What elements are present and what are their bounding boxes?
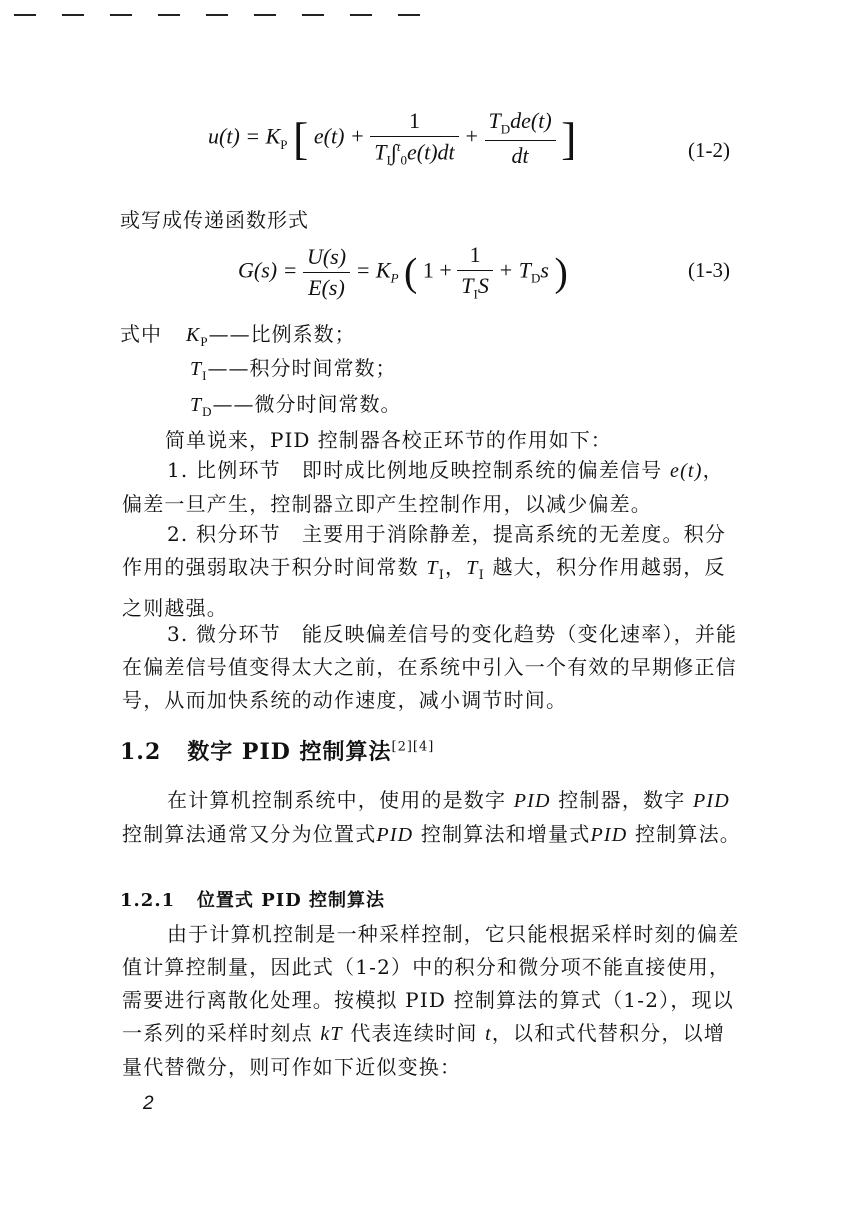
section-heading-1-2: 1.2 数字 PID 控制算法[2][4] [120,739,435,765]
equation-1-2: $u(t) = K_P$ [ e(t) + $\frac{1}{T_I\int^t_0e(t)dt}$ + $\frac{T_Dde(t)}{dt}$ ] [208,108,577,168]
definitions-prefix: 式中 [120,322,162,346]
paragraph-proportional: 1. 比例环节 即时成比例地反映控制系统的偏差信号 e(t)，偏差一旦产生，控制器立即产生控制作用，以减少偏差。 [122,458,724,516]
integral-fraction: $\frac{1}{T_I\int^t_0e(t)dt}$ [370,108,458,169]
definition-td: $T_D——$微分时间常数。 [190,392,402,419]
equation-number-1-3: (1-3) [688,258,730,282]
paragraph-digital-pid: 在计算机控制系统中，使用的是数字 PID 控制器，数字 PID 控制算法通常又分为位置式PID 控制算法和增量式PID 控制算法。 [122,788,741,846]
definition-ti: $T_I——$积分时间常数； [190,356,397,383]
transfer-intro-text: 或写成传递函数形式 [120,208,309,232]
transfer-fraction: $\frac{U(s)}{E(s)}$ [303,244,350,301]
top-dashed-rule [14,14,414,20]
equation-1-3: G(s) = $\frac{U(s)}{E(s)}$ = $K_P$ ( 1 + $\frac{1}{T_IS}$ + $T_Ds$ ) [238,242,568,302]
left-bracket: [ [293,112,309,164]
derivative-fraction: $\frac{T_Dde(t)}{dt}$ [485,108,556,168]
paragraph-position-pid: 由于计算机控制是一种采样控制，它只能根据采样时刻的偏差值计算控制量，因此式（1-2）中的积分和微分项不能直接使用，需要进行离散化处理。按模拟 PID 控制算法的算式（1-2），现以一系列的采样时刻点 kT 代表连续时间 t，以和式代替积分，以增量代替微分，则可作如下近似变换： [122,922,740,1079]
inner-fraction: $\frac{1}{T_IS}$ [457,242,493,302]
equation-number-1-2: (1-2) [688,138,730,162]
page-number: 2 [143,1093,154,1114]
section-heading-1-2-1: 1.2.1 位置式 PID 控制算法 [120,890,386,911]
definition-kp: $K_P——$比例系数； [186,322,356,349]
paragraph-derivative: 3. 微分环节 能反映偏差信号的变化趋势（变化速率），并能在偏差信号值变得太大之前，在系统中引入一个有效的早期修正信号，从而加快系统的动作速度，减小调节时间。 [122,622,738,712]
paragraph-integral: 2. 积分环节 主要用于消除静差，提高系统的无差度。积分作用的强弱取决于积分时间常数 $T_I$，$T_I$ 越大，积分作用越弱，反之则越强。 [122,522,727,620]
right-bracket: ] [561,112,577,164]
summary-text: 简单说来，PID 控制器各校正环节的作用如下： [165,428,612,452]
